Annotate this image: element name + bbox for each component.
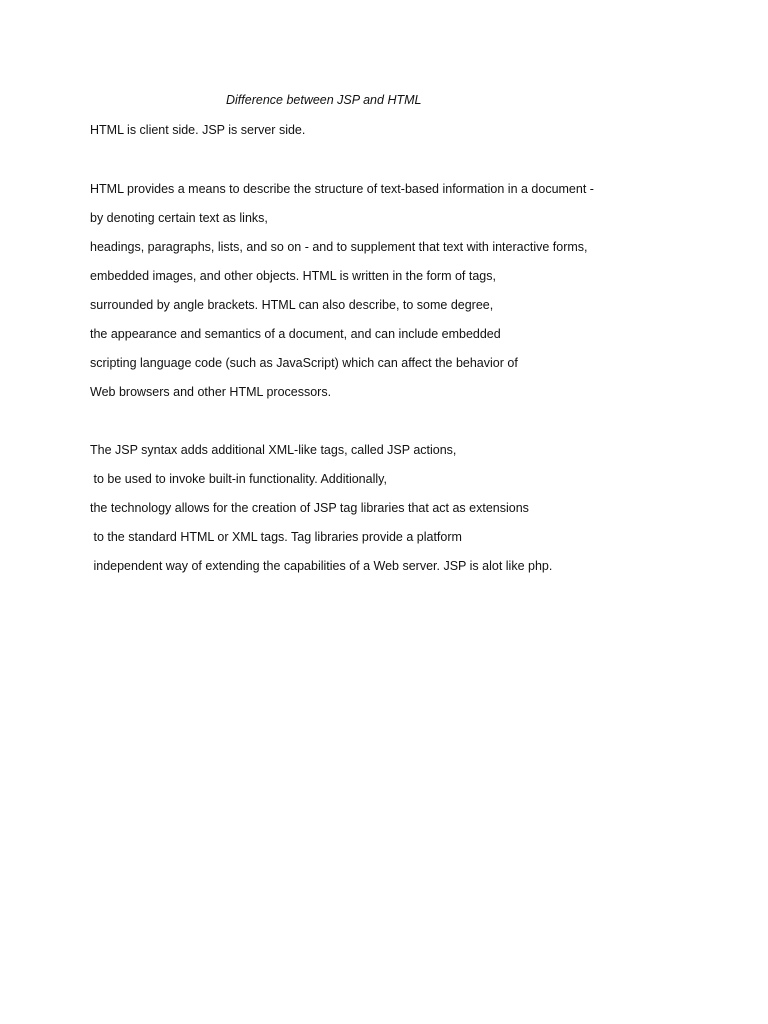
paragraph-line: embedded images, and other objects. HTML is written in the form of tags, bbox=[90, 269, 496, 283]
paragraph-line: The JSP syntax adds additional XML-like tags, called JSP actions, bbox=[90, 443, 457, 457]
paragraph-line: surrounded by angle brackets. HTML can also describe, to some degree, bbox=[90, 298, 494, 312]
paragraph-line: the appearance and semantics of a document, and can include embedded bbox=[90, 327, 501, 341]
paragraph-line: to the standard HTML or XML tags. Tag libraries provide a platform bbox=[90, 530, 462, 544]
paragraph-line: to be used to invoke built-in functionality. Additionally, bbox=[90, 472, 387, 486]
paragraph-line: headings, paragraphs, lists, and so on - and to supplement that text with interactive forms, bbox=[90, 240, 588, 254]
paragraph-line: independent way of extending the capabilities of a Web server. JSP is alot like php. bbox=[90, 559, 553, 573]
intro-line: HTML is client side. JSP is server side. bbox=[90, 123, 306, 137]
paragraph-line: HTML provides a means to describe the structure of text-based information in a document - bbox=[90, 182, 594, 196]
paragraph-line: by denoting certain text as links, bbox=[90, 211, 268, 225]
paragraph-line: the technology allows for the creation of JSP tag libraries that act as extensions bbox=[90, 501, 529, 515]
paragraph-line: Web browsers and other HTML processors. bbox=[90, 385, 332, 399]
document-title: Difference between JSP and HTML bbox=[226, 93, 422, 107]
paragraph-line: scripting language code (such as JavaScript) which can affect the behavior of bbox=[90, 356, 518, 370]
